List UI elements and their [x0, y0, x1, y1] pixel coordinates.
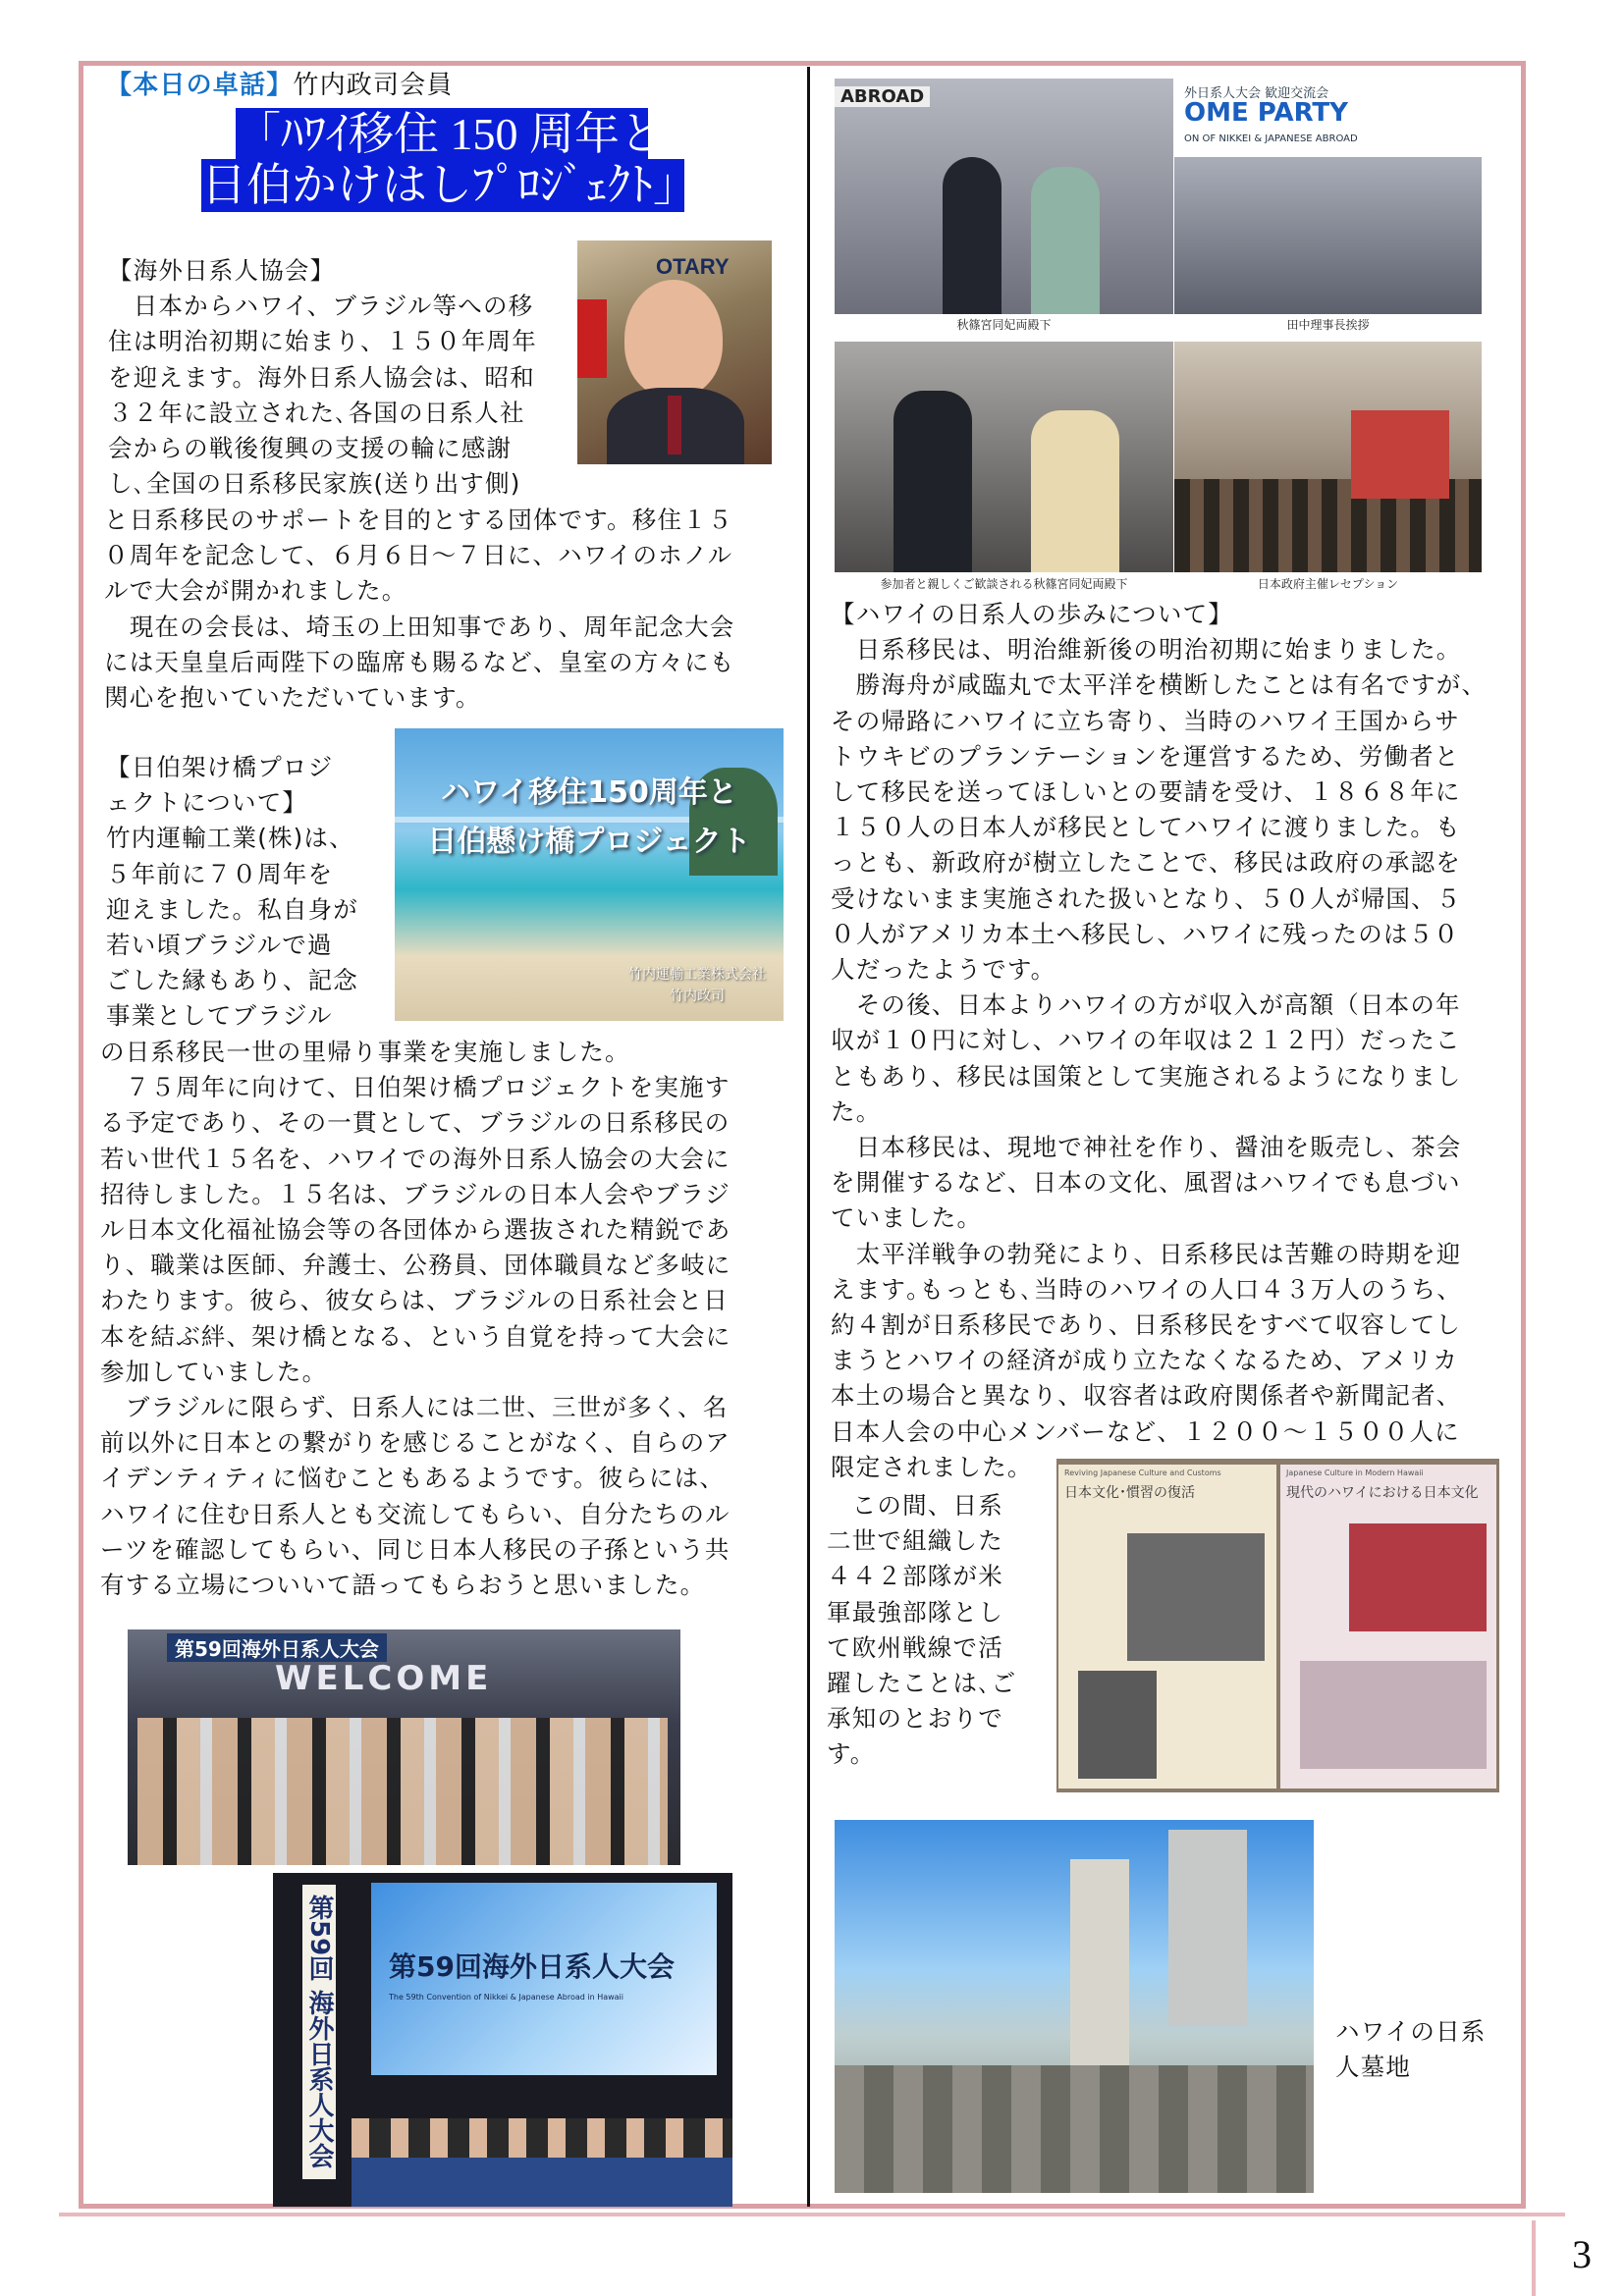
text-line: を開催するなど、日本の文化、風習はハワイでも息づい	[831, 1168, 1461, 1198]
text-line: 受けないまま実施された扱いとなり、５０人が帰国、５	[831, 883, 1462, 913]
welcome-text: WELCOME	[275, 1659, 493, 1698]
flag-shape	[577, 299, 607, 378]
text-line: トウキビのプランテーションを運営するため、労働者と	[831, 741, 1460, 771]
exhibit-panel-right	[1280, 1465, 1496, 1789]
text-line: ブラジルに限らず、日系人には二世、三世が多く、名	[100, 1393, 729, 1422]
building-shape	[1168, 1830, 1247, 2026]
text-line: して移民を送ってほしいとの要請を受け、１８６８年に	[831, 777, 1461, 807]
stage-shape	[1351, 410, 1449, 499]
text-line: ５年前に７０周年を	[106, 859, 334, 888]
text-line: 太平洋戦争の勃発により、日系移民は苦難の時期を迎	[831, 1239, 1462, 1268]
tie-shape	[668, 396, 681, 454]
cemetery-caption	[1335, 2014, 1486, 2085]
text-line: その後、日本よりハワイの方が収入が高額（日本の年	[831, 990, 1461, 1020]
exhibit-panel-left	[1058, 1465, 1276, 1789]
text-line: 参加していました。	[100, 1357, 328, 1386]
text-line: イデンティティに悩むこともあるようです。彼らには、	[100, 1464, 726, 1493]
face-shape	[624, 280, 723, 398]
text-line: には天皇皇后両陛下の臨席も賜るなど、皇室の方々にも	[104, 647, 735, 676]
text-line: 事業としてブラジル	[106, 1001, 333, 1031]
text-line: 本を結ぶ絆、架け橋となる、という自覚を持って大会に	[100, 1321, 731, 1351]
text-line: を迎えます。海外日系人協会は、昭和	[108, 362, 535, 392]
text-line: 日系移民は、明治維新後の明治初期に始まりました。	[831, 635, 1462, 665]
photo-shape	[1349, 1523, 1487, 1631]
poster-title-1: ハワイ移住150周年と	[441, 775, 737, 810]
poster-company: 竹内運輸工業株式会社	[628, 967, 766, 983]
text-line: す。	[827, 1739, 876, 1769]
caption-reception: 日本政府主催レセプション	[1257, 577, 1399, 591]
poster-title-2: 日伯懸け橋プロジェクト	[427, 825, 751, 859]
screen-subtitle: The 59th Convention of Nikkei & Japanese Abroad in Hawaii	[389, 1993, 623, 2002]
text-line: 前以外に日本との繋がりを感じることがなく、自らのア	[100, 1428, 731, 1458]
banner-line-3: ON OF NIKKEI & JAPANESE ABROAD	[1184, 133, 1358, 144]
text-line: ハワイに住む日系人とも交流してもらい、自分たちのル	[100, 1499, 731, 1528]
projection-screen	[371, 1883, 717, 2075]
text-line: まうとハワイの経済が成り立たなくなるため、アメリカ	[831, 1346, 1459, 1375]
text-line: ごした縁もあり、記念	[106, 966, 358, 995]
text-line: と日系移民のサポートを目的とする団体です。移住１５	[104, 506, 733, 534]
text-line: っとも、新政府が樹立したことで、移民は政府の承認を	[831, 848, 1462, 878]
text-line: 軍最強部隊とし	[827, 1597, 1003, 1627]
column-divider	[807, 67, 810, 2207]
text-line: 人だったようです。	[831, 955, 1056, 985]
page-number: 3	[1532, 2220, 1624, 2296]
text-line: 若い世代１５名を、ハワイでの海外日系人協会の大会に	[100, 1144, 731, 1173]
text-line: 【日伯架け橋プロジ	[106, 753, 334, 781]
text-line: ーツを確認してもらい、同じ日本人移民の子孫という共	[100, 1534, 731, 1564]
text-line: 有する立場についいて語ってもらおうと思いました。	[100, 1571, 706, 1600]
text-line: ル日本文化福祉協会等の各団体から選抜された精鋭であ	[100, 1215, 731, 1245]
side-banner: 第59回 海外日系人大会	[302, 1885, 336, 2179]
cemetery-photo	[835, 1820, 1314, 2193]
person-shape	[1031, 410, 1119, 572]
section1-full	[104, 503, 735, 716]
group-photo	[128, 1629, 680, 1865]
banner-line-2: OME PARTY	[1184, 98, 1348, 128]
welcome-banner	[1174, 79, 1482, 157]
photo-shape	[1300, 1661, 1487, 1769]
text-line: し､全国の日系移民家族(送り出す側)	[108, 469, 521, 499]
text-line: えます｡もっとも､当時のハワイの人口４３万人のうち、	[831, 1274, 1462, 1304]
person-shape	[1031, 167, 1100, 314]
text-line: 限定されました。	[831, 1452, 1033, 1481]
text-line: 日本移民は、現地で神社を作り、醤油を販売し、茶会	[831, 1133, 1462, 1162]
text-line: ていました。	[831, 1203, 983, 1233]
text-line: わたります。彼ら、彼女らは、ブラジルの日系社会と日	[100, 1286, 729, 1315]
person-shape	[893, 391, 972, 572]
talk-header	[106, 69, 454, 102]
poster-person: 竹内政司	[670, 988, 725, 1004]
text-line: ４４２部隊が米	[827, 1562, 1003, 1591]
text-line: ３２年に設立された､各国の日系人社	[108, 398, 525, 427]
text-line: ７５周年に向けて、日伯架け橋プロジェクトを実施す	[100, 1073, 731, 1102]
text-line: 日本からハワイ、ブラジル等への移	[108, 292, 534, 321]
section2-narrow	[106, 750, 358, 1035]
panel1-subtitle: Reviving Japanese Culture and Customs	[1064, 1468, 1221, 1477]
archive-photo-shape	[1078, 1671, 1157, 1779]
screen-title: 第59回海外日系人大会	[389, 1950, 675, 1983]
text-line: る予定であり、その一貫として、ブラジルの日系移民の	[100, 1108, 731, 1138]
archive-photo-shape	[1127, 1533, 1265, 1661]
text-line: 現在の会長は、埼玉の上田知事であり、周年記念大会	[104, 612, 735, 641]
section3-narrow	[827, 1488, 1016, 1773]
title-line-2: 日伯かけはしﾌﾟﾛｼﾞｪｸﾄ」	[201, 160, 698, 210]
text-line: 勝海舟が咸臨丸で太平洋を横断したことは有名ですが、	[831, 670, 1488, 700]
convention-banner-text: 第59回海外日系人大会	[167, 1633, 387, 1662]
panel2-subtitle: Japanese Culture in Modern Hawaii	[1286, 1468, 1424, 1477]
talk-tag: 【本日の卓話】	[106, 71, 294, 100]
banner-line-1: 外日系人大会 歓迎交流会	[1184, 86, 1329, 101]
caption-line-1: ハワイの日系	[1335, 2017, 1487, 2046]
text-line: ェクトについて】	[106, 788, 308, 818]
rotary-banner-text: OTARY	[656, 254, 730, 279]
photo-sign-text: ABROAD	[835, 86, 930, 107]
caption-speech: 田中理事長挨拶	[1286, 318, 1370, 332]
section2-full	[100, 1035, 731, 1603]
people-crowd-shape	[137, 1718, 668, 1865]
text-line: この間、日系	[827, 1491, 1003, 1520]
text-line: 若い頃ブラジルで過	[106, 931, 333, 960]
footer-rule	[59, 2213, 1565, 2216]
text-line: 約４割が日系移民であり、日系移民をすべて収容してし	[831, 1310, 1462, 1340]
text-line: り、職業は医師、弁護士、公務員、団体職員など多岐に	[100, 1251, 731, 1280]
speaker-portrait-photo	[577, 240, 772, 464]
text-line: 二世で組織した	[827, 1526, 1003, 1556]
project-poster-image	[395, 728, 784, 1021]
exhibit-panels-photo	[1056, 1459, 1499, 1792]
text-line: 承知のとおりで	[827, 1704, 1003, 1734]
text-line: １５０人の日本人が移民としてハワイに渡りました。も	[831, 813, 1461, 842]
section1-heading: 【海外日系人協会】	[108, 256, 336, 285]
caption-greeting: 参加者と親しくご歓談される秋篠宮同妃両殿下	[880, 577, 1128, 591]
text-line: ルで大会が開かれました。	[104, 576, 407, 606]
greeting-photo	[835, 342, 1173, 572]
party-speech-photo	[1174, 79, 1482, 314]
text-line: 招待しました。１５名は、ブラジルの日本人会やブラジ	[100, 1179, 731, 1208]
section1-narrow	[108, 253, 537, 502]
royal-couple-photo	[835, 79, 1173, 314]
text-line: 迎えました。私自身が	[106, 894, 358, 924]
panel-table	[352, 2158, 732, 2207]
text-line: その帰路にハワイに立ち寄り、当時のハワイ王国からサ	[831, 706, 1461, 735]
text-line: 収が１０円に対し、ハワイの年収は２１２円）だったこ	[831, 1026, 1461, 1055]
panel2-title: 現代のハワイにおける日本文化	[1286, 1485, 1479, 1501]
title-line-1: 「ﾊﾜｲ移住 150 周年と	[236, 109, 665, 159]
caption-line-2: 人墓地	[1335, 2053, 1412, 2082]
person-shape	[943, 157, 1001, 314]
section3-heading: 【ハワイの日系人の歩みについて】	[831, 600, 1233, 628]
text-line: 本土の場合と異なり、収容者は政府関係者や新聞記者、	[831, 1381, 1462, 1411]
panel1-title: 日本文化･慣習の復活	[1064, 1485, 1195, 1501]
text-line: 躍したことは､ご	[827, 1669, 1017, 1698]
section3-full	[831, 597, 1487, 1485]
panelists-shape	[352, 2118, 732, 2158]
speaker-name: 竹内政司会員	[293, 71, 454, 99]
text-line: 竹内運輸工業(株)は、	[106, 824, 354, 853]
graves-shape	[835, 2065, 1314, 2193]
text-line: 関心を抱いていただいています。	[104, 683, 481, 713]
text-line: 住は明治初期に始まり、１５０年周年	[108, 327, 537, 356]
text-line: 日本人会の中心メンバーなど、１２００～１５００人に	[831, 1416, 1460, 1446]
text-line: ０周年を記念して、６月６日～７日に、ハワイのホノル	[104, 541, 733, 570]
text-line: て欧州戦線で活	[827, 1632, 1003, 1662]
text-line: の日系移民一世の里帰り事業を実施しました。	[100, 1038, 630, 1066]
text-line: 会からの戦後復興の支援の輪に感謝	[108, 434, 513, 463]
caption-royal: 秋篠宮同妃両殿下	[956, 318, 1052, 332]
text-line: ともあり、移民は国策として実施されるようになりまし	[831, 1061, 1462, 1091]
reception-photo	[1174, 342, 1482, 572]
text-line: た。	[831, 1096, 882, 1126]
text-line: ０人がアメリカ本土へ移民し、ハワイに残ったのは５０	[831, 919, 1460, 948]
convention-stage-photo	[273, 1873, 732, 2207]
